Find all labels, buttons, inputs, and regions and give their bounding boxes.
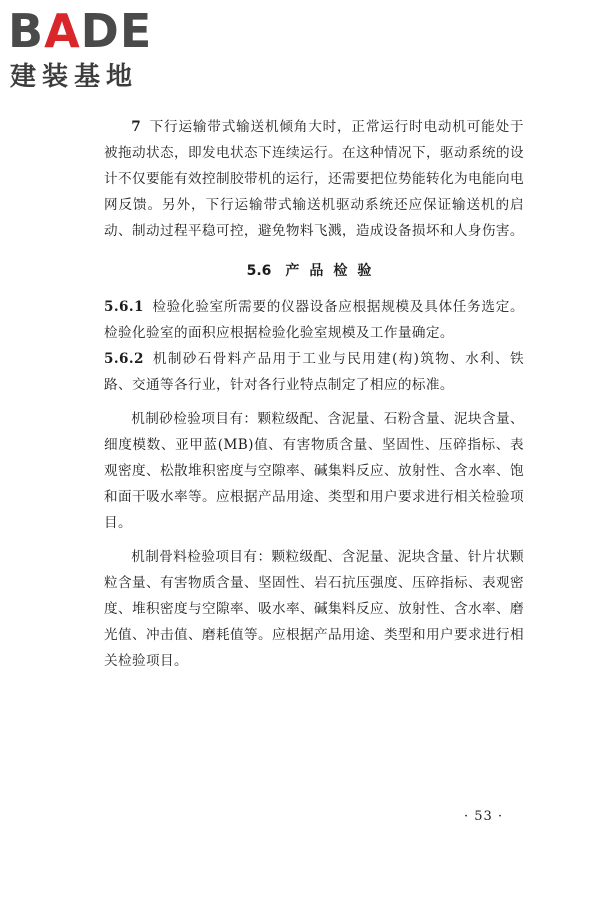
page-content (104, 114, 524, 674)
logo-wordmark (8, 6, 152, 56)
aggregate-inspection-paragraph: 机制骨料检验项目有：颗粒级配、含泥量、泥块含量、针片状颗粒含量、有害物质含量、坚固性、岩石抗压强度、压碎指标、表观密度、堆积密度与空隙率、吸水率、碱集料反应、放射性、含水率、磨光值、冲击值、磨耗值等。应根据产品用途、类型和用户要求进行相关检验项目。 (104, 549, 524, 669)
sand-inspection-paragraph: 机制砂检验项目有：颗粒级配、含泥量、石粉含量、泥块含量、细度模数、亚甲蓝(MB)值、有害物质含量、坚固性、压碎指标、表观密度、松散堆积密度与空隙率、碱集料反应、放射性、含水率、饱和面干吸水率等。应根据产品用途、类型和用户要求进行相关检验项目。 (104, 411, 524, 531)
paragraph-7 (104, 114, 524, 244)
logo-letter-a: A (44, 4, 81, 58)
clause-5-6-1-text: 检验化验室所需要的仪器设备应根据规模及具体任务选定。检验化验室的面积应根据检验化验室规模及工作量确定。 (104, 299, 524, 341)
logo-letter-b: B (8, 4, 45, 58)
paragraph-7-text: 下行运输带式输送机倾角大时，正常运行时电动机可能处于被拖动状态，即发电状态下连续运行。在这种情况下，驱动系统的设计不仅要能有效控制胶带机的运行，还需要把位势能转化为电能向电网反馈。另外，下行运输带式输送机驱动系统还应保证输送机的启动、制动过程平稳可控，避免物料飞溅，造成设备损坏和人身伤害。 (104, 119, 524, 239)
clause-5-6-1 (104, 294, 524, 346)
section-heading (104, 258, 524, 284)
paragraph-7-number: 7 (131, 119, 142, 135)
clause-5-6-2-text: 机制砂石骨料产品用于工业与民用建(构)筑物、水利、铁路、交通等各行业，针对各行业特点制定了相应的标准。 (104, 351, 524, 393)
clause-5-6-1-number: 5.6.1 (104, 299, 144, 315)
clause-5-6-2 (104, 346, 524, 398)
section-title: 产品检验 (285, 263, 382, 279)
clause-5-6-2-number: 5.6.2 (104, 351, 144, 367)
logo-letters-de: DE (80, 4, 153, 58)
bade-logo (8, 6, 178, 98)
section-number: 5.6 (246, 263, 272, 279)
logo-subtitle: 建装基地 (10, 62, 139, 92)
page-number: · 53 · (464, 809, 504, 824)
